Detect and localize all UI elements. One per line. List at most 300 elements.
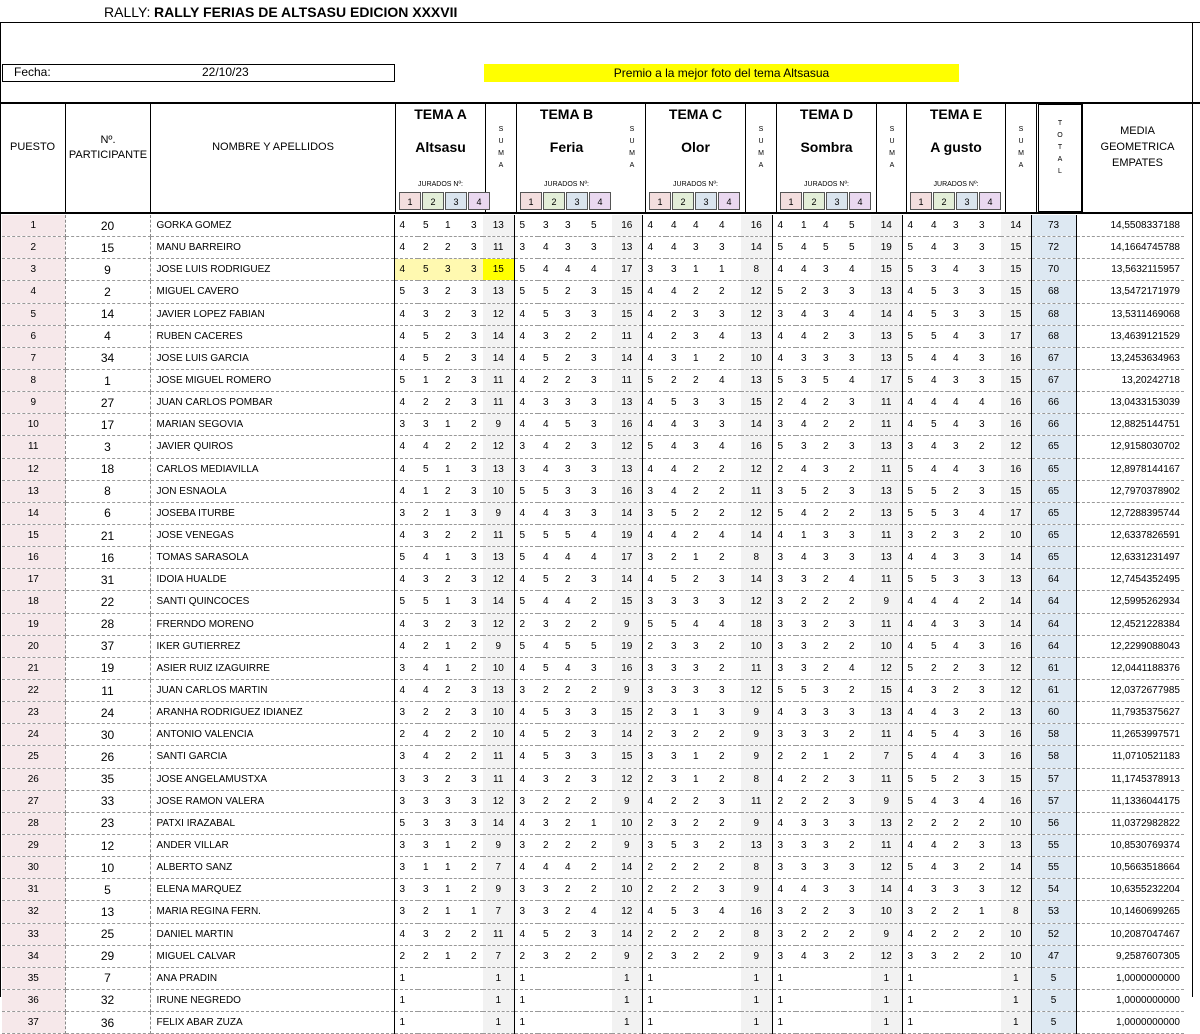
jurado-score-cell[interactable]: 4 [714, 215, 741, 237]
jurado-score-cell[interactable]: 3 [926, 879, 948, 901]
media-cell[interactable]: 12,7288395744 [1076, 502, 1184, 524]
jurado-score-cell[interactable]: 3 [466, 812, 483, 834]
media-cell[interactable]: 1,0000000000 [1076, 967, 1184, 989]
jurado-score-cell[interactable]: 4 [642, 237, 666, 259]
jurado-score-cell[interactable]: 3 [844, 857, 871, 879]
jurado-score-cell[interactable]: 5 [902, 347, 926, 369]
jurado-score-cell[interactable]: 5 [394, 547, 418, 569]
jurado-score-cell[interactable] [714, 989, 741, 1011]
jurado-score-cell[interactable] [818, 967, 844, 989]
jurado-score-cell[interactable]: 3 [772, 414, 796, 436]
jurado-score-cell[interactable]: 4 [926, 458, 948, 480]
jurado-score-cell[interactable]: 1 [440, 879, 466, 901]
jurado-score-cell[interactable]: 3 [586, 237, 612, 259]
total-cell[interactable]: 72 [1031, 237, 1076, 259]
jurado-score-cell[interactable]: 5 [818, 237, 844, 259]
jurado-score-cell[interactable]: 3 [844, 547, 871, 569]
jurado-score-cell[interactable]: 2 [586, 945, 612, 967]
jurado-score-cell[interactable]: 4 [642, 347, 666, 369]
jurado-score-cell[interactable]: 1 [688, 702, 714, 724]
jurado-score-cell[interactable]: 5 [926, 414, 948, 436]
nombre-cell[interactable]: MIGUEL CALVAR [150, 945, 394, 967]
jurado-score-cell[interactable] [844, 967, 871, 989]
jurado-score-cell[interactable]: 2 [688, 281, 714, 303]
jurado-score-cell[interactable]: 5 [902, 746, 926, 768]
jurado-score-cell[interactable]: 3 [818, 834, 844, 856]
jurado-score-cell[interactable]: 2 [714, 812, 741, 834]
jurado-score-cell[interactable]: 5 [902, 502, 926, 524]
jurado-score-cell[interactable]: 1 [440, 591, 466, 613]
suma-cell[interactable]: 15 [1001, 369, 1031, 391]
suma-cell[interactable]: 10 [612, 812, 642, 834]
jurado-score-cell[interactable]: 3 [418, 790, 440, 812]
jurado-score-cell[interactable]: 3 [714, 392, 741, 414]
jurado-score-cell[interactable]: 2 [796, 768, 818, 790]
media-cell[interactable]: 12,0372677985 [1076, 679, 1184, 701]
jurado-score-cell[interactable]: 5 [538, 923, 560, 945]
jurado-score-cell[interactable]: 4 [666, 436, 688, 458]
jurado-score-cell[interactable]: 3 [974, 657, 1001, 679]
puesto-cell[interactable]: 28 [2, 812, 65, 834]
jurado-score-cell[interactable]: 2 [440, 724, 466, 746]
suma-cell[interactable]: 13 [1001, 834, 1031, 856]
jurado-score-cell[interactable]: 2 [666, 857, 688, 879]
jurado-score-cell[interactable]: 5 [926, 303, 948, 325]
jurado-score-cell[interactable]: 3 [514, 237, 538, 259]
suma-cell[interactable]: 1 [1001, 989, 1031, 1011]
total-cell[interactable]: 67 [1031, 369, 1076, 391]
jurado-score-cell[interactable] [926, 1012, 948, 1034]
jurado-score-cell[interactable]: 3 [818, 347, 844, 369]
suma-cell[interactable]: 10 [741, 347, 772, 369]
jurado-score-cell[interactable]: 2 [948, 945, 974, 967]
jurado-score-cell[interactable]: 3 [560, 392, 586, 414]
suma-cell[interactable]: 11 [871, 524, 902, 546]
suma-cell[interactable]: 12 [483, 790, 514, 812]
jurado-score-cell[interactable]: 3 [586, 347, 612, 369]
jurado-score-cell[interactable]: 5 [902, 569, 926, 591]
jurado-score-cell[interactable]: 1 [642, 1012, 666, 1034]
jurado-score-cell[interactable]: 3 [902, 436, 926, 458]
jurado-score-cell[interactable]: 2 [440, 613, 466, 635]
nombre-cell[interactable]: ANA PRADIN [150, 967, 394, 989]
participante-cell[interactable]: 15 [65, 237, 150, 259]
jurado-score-cell[interactable]: 2 [796, 591, 818, 613]
jurado-score-cell[interactable]: 3 [974, 834, 1001, 856]
suma-cell[interactable]: 12 [612, 901, 642, 923]
jurado-score-cell[interactable]: 4 [926, 347, 948, 369]
total-cell[interactable]: 55 [1031, 857, 1076, 879]
jurado-score-cell[interactable]: 5 [772, 281, 796, 303]
jurado-score-cell[interactable]: 3 [418, 303, 440, 325]
jurado-score-cell[interactable]: 3 [418, 834, 440, 856]
jurado-score-cell[interactable]: 5 [796, 480, 818, 502]
jurado-score-cell[interactable]: 3 [394, 414, 418, 436]
jurado-score-cell[interactable]: 4 [394, 215, 418, 237]
jurado-score-cell[interactable]: 3 [586, 281, 612, 303]
jurado-score-cell[interactable]: 2 [466, 635, 483, 657]
total-cell[interactable]: 5 [1031, 989, 1076, 1011]
jurado-score-cell[interactable]: 3 [586, 724, 612, 746]
nombre-cell[interactable]: IDOIA HUALDE [150, 569, 394, 591]
suma-cell[interactable]: 11 [871, 414, 902, 436]
jurado-score-cell[interactable]: 5 [666, 502, 688, 524]
jurado-score-cell[interactable]: 3 [714, 569, 741, 591]
suma-cell[interactable]: 9 [741, 812, 772, 834]
jurado-score-cell[interactable]: 3 [796, 702, 818, 724]
puesto-cell[interactable]: 15 [2, 524, 65, 546]
jurado-score-cell[interactable]: 4 [538, 237, 560, 259]
jurado-score-cell[interactable]: 4 [642, 281, 666, 303]
jurado-score-cell[interactable]: 3 [514, 901, 538, 923]
jurado-score-cell[interactable]: 3 [974, 414, 1001, 436]
media-cell[interactable]: 1,0000000000 [1076, 1012, 1184, 1034]
jurado-score-cell[interactable]: 2 [948, 834, 974, 856]
jurado-score-cell[interactable]: 3 [666, 945, 688, 967]
jurado-score-cell[interactable]: 3 [902, 901, 926, 923]
jurado-score-cell[interactable]: 2 [586, 679, 612, 701]
suma-cell[interactable]: 13 [871, 480, 902, 502]
jurado-score-cell[interactable]: 3 [688, 657, 714, 679]
jurado-score-cell[interactable]: 3 [772, 591, 796, 613]
media-cell[interactable]: 13,4639121529 [1076, 325, 1184, 347]
suma-cell[interactable]: 14 [1001, 215, 1031, 237]
puesto-cell[interactable]: 24 [2, 724, 65, 746]
suma-cell[interactable]: 9 [612, 790, 642, 812]
suma-cell[interactable]: 13 [871, 812, 902, 834]
suma-cell[interactable]: 13 [483, 458, 514, 480]
jurado-score-cell[interactable]: 4 [926, 790, 948, 812]
suma-cell[interactable]: 10 [1001, 812, 1031, 834]
participante-cell[interactable]: 26 [65, 746, 150, 768]
jurado-score-cell[interactable]: 4 [844, 657, 871, 679]
media-cell[interactable]: 10,5663518664 [1076, 857, 1184, 879]
jurado-score-cell[interactable]: 2 [466, 923, 483, 945]
jurado-score-cell[interactable]: 4 [514, 857, 538, 879]
suma-cell[interactable]: 18 [741, 613, 772, 635]
suma-cell[interactable]: 1 [483, 1012, 514, 1034]
jurado-score-cell[interactable]: 2 [440, 237, 466, 259]
jurado-score-cell[interactable]: 1 [688, 768, 714, 790]
suma-cell[interactable]: 15 [1001, 768, 1031, 790]
jurado-score-cell[interactable]: 5 [418, 259, 440, 281]
jurado-score-cell[interactable]: 3 [974, 458, 1001, 480]
jurado-score-cell[interactable]: 3 [948, 303, 974, 325]
puesto-cell[interactable]: 7 [2, 347, 65, 369]
suma-cell[interactable]: 16 [1001, 392, 1031, 414]
jurado-score-cell[interactable]: 2 [772, 790, 796, 812]
total-cell[interactable]: 64 [1031, 635, 1076, 657]
suma-cell[interactable]: 8 [741, 923, 772, 945]
jurado-score-cell[interactable] [974, 967, 1001, 989]
total-cell[interactable]: 47 [1031, 945, 1076, 967]
jurado-score-cell[interactable]: 2 [796, 923, 818, 945]
suma-cell[interactable]: 13 [871, 347, 902, 369]
jurado-score-cell[interactable]: 3 [974, 369, 1001, 391]
jurado-score-cell[interactable]: 2 [642, 768, 666, 790]
jurado-score-cell[interactable]: 3 [974, 259, 1001, 281]
suma-cell[interactable]: 11 [483, 768, 514, 790]
jurado-score-cell[interactable]: 3 [772, 635, 796, 657]
jurado-score-cell[interactable]: 2 [844, 945, 871, 967]
jurado-score-cell[interactable]: 5 [772, 502, 796, 524]
suma-cell[interactable]: 14 [483, 325, 514, 347]
jurado-score-cell[interactable]: 4 [688, 613, 714, 635]
media-cell[interactable]: 14,5508337188 [1076, 215, 1184, 237]
jurado-score-cell[interactable]: 4 [772, 259, 796, 281]
participante-cell[interactable]: 7 [65, 967, 150, 989]
jurado-score-cell[interactable]: 3 [440, 259, 466, 281]
jurado-score-cell[interactable]: 4 [394, 679, 418, 701]
jurado-score-cell[interactable]: 3 [666, 591, 688, 613]
jurado-score-cell[interactable]: 3 [974, 613, 1001, 635]
suma-cell[interactable]: 16 [741, 215, 772, 237]
suma-cell[interactable]: 13 [483, 547, 514, 569]
media-cell[interactable]: 13,5632115957 [1076, 259, 1184, 281]
suma-cell[interactable]: 1 [1001, 1012, 1031, 1034]
jurado-score-cell[interactable]: 3 [586, 369, 612, 391]
jurado-score-cell[interactable]: 4 [418, 436, 440, 458]
puesto-cell[interactable]: 14 [2, 502, 65, 524]
participante-cell[interactable]: 16 [65, 547, 150, 569]
jurado-score-cell[interactable]: 3 [948, 502, 974, 524]
jurado-score-cell[interactable]: 4 [772, 325, 796, 347]
jurado-score-cell[interactable] [560, 989, 586, 1011]
jurado-score-cell[interactable]: 1 [514, 1012, 538, 1034]
jurado-score-cell[interactable]: 2 [974, 812, 1001, 834]
jurado-score-cell[interactable]: 4 [844, 569, 871, 591]
jurado-score-cell[interactable]: 5 [902, 480, 926, 502]
jurado-score-cell[interactable]: 3 [772, 857, 796, 879]
total-cell[interactable]: 53 [1031, 901, 1076, 923]
jurado-score-cell[interactable]: 4 [714, 436, 741, 458]
puesto-cell[interactable]: 25 [2, 746, 65, 768]
suma-cell[interactable]: 11 [612, 369, 642, 391]
jurado-score-cell[interactable]: 2 [714, 347, 741, 369]
suma-cell[interactable]: 16 [1001, 635, 1031, 657]
jurado-score-cell[interactable]: 2 [666, 547, 688, 569]
jurado-score-cell[interactable]: 3 [772, 569, 796, 591]
total-cell[interactable]: 65 [1031, 502, 1076, 524]
jurado-score-cell[interactable]: 2 [466, 436, 483, 458]
jurado-score-cell[interactable]: 4 [394, 303, 418, 325]
jurado-score-cell[interactable]: 4 [948, 458, 974, 480]
jurado-score-cell[interactable]: 2 [818, 768, 844, 790]
jurado-score-cell[interactable]: 4 [926, 547, 948, 569]
participante-cell[interactable]: 28 [65, 613, 150, 635]
jurado-score-cell[interactable]: 5 [772, 436, 796, 458]
jurado-score-cell[interactable]: 4 [772, 768, 796, 790]
jurado-score-cell[interactable]: 3 [948, 237, 974, 259]
jurado-score-cell[interactable]: 5 [394, 591, 418, 613]
jurado-score-cell[interactable] [948, 967, 974, 989]
media-cell[interactable]: 11,1745378913 [1076, 768, 1184, 790]
suma-cell[interactable]: 10 [483, 480, 514, 502]
suma-cell[interactable]: 10 [483, 724, 514, 746]
puesto-cell[interactable]: 31 [2, 879, 65, 901]
puesto-cell[interactable]: 5 [2, 303, 65, 325]
jurado-score-cell[interactable]: 3 [538, 392, 560, 414]
jurado-score-cell[interactable] [666, 1012, 688, 1034]
participante-cell[interactable]: 10 [65, 857, 150, 879]
suma-cell[interactable]: 12 [1001, 679, 1031, 701]
jurado-score-cell[interactable]: 3 [586, 303, 612, 325]
jurado-score-cell[interactable]: 3 [974, 325, 1001, 347]
jurado-score-cell[interactable]: 3 [560, 215, 586, 237]
jurado-score-cell[interactable] [466, 967, 483, 989]
jurado-score-cell[interactable]: 4 [394, 480, 418, 502]
jurado-score-cell[interactable]: 1 [440, 901, 466, 923]
suma-cell[interactable]: 13 [483, 679, 514, 701]
jurado-score-cell[interactable] [974, 989, 1001, 1011]
jurado-score-cell[interactable]: 2 [688, 945, 714, 967]
suma-cell[interactable]: 17 [1001, 502, 1031, 524]
jurado-score-cell[interactable]: 2 [466, 746, 483, 768]
jurado-score-cell[interactable]: 2 [586, 834, 612, 856]
jurado-score-cell[interactable]: 2 [974, 591, 1001, 613]
suma-cell[interactable]: 13 [741, 834, 772, 856]
media-cell[interactable]: 9,2587607305 [1076, 945, 1184, 967]
jurado-score-cell[interactable]: 4 [948, 591, 974, 613]
jurado-score-cell[interactable]: 2 [440, 746, 466, 768]
nombre-cell[interactable]: JOSE LUIS GARCIA [150, 347, 394, 369]
jurado-score-cell[interactable]: 2 [818, 502, 844, 524]
jurado-score-cell[interactable]: 3 [974, 281, 1001, 303]
jurado-score-cell[interactable]: 3 [418, 812, 440, 834]
jurado-score-cell[interactable]: 3 [796, 834, 818, 856]
jurado-score-cell[interactable]: 3 [514, 679, 538, 701]
jurado-score-cell[interactable]: 3 [796, 812, 818, 834]
jurado-score-cell[interactable]: 3 [688, 679, 714, 701]
jurado-score-cell[interactable]: 3 [974, 303, 1001, 325]
nombre-cell[interactable]: DANIEL MARTIN [150, 923, 394, 945]
jurado-score-cell[interactable] [586, 989, 612, 1011]
suma-cell[interactable]: 8 [741, 768, 772, 790]
jurado-score-cell[interactable]: 2 [714, 746, 741, 768]
jurado-score-cell[interactable]: 3 [818, 724, 844, 746]
jurado-score-cell[interactable]: 2 [642, 635, 666, 657]
jurado-score-cell[interactable]: 5 [514, 480, 538, 502]
jurado-score-cell[interactable]: 3 [466, 702, 483, 724]
jurado-score-cell[interactable]: 3 [418, 414, 440, 436]
suma-cell[interactable]: 14 [612, 923, 642, 945]
jurado-score-cell[interactable]: 5 [514, 524, 538, 546]
jurado-score-cell[interactable]: 4 [926, 746, 948, 768]
suma-cell[interactable]: 15 [612, 746, 642, 768]
jurado-score-cell[interactable]: 5 [514, 281, 538, 303]
jurado-score-cell[interactable]: 3 [688, 834, 714, 856]
puesto-cell[interactable]: 37 [2, 1012, 65, 1034]
jurado-score-cell[interactable]: 2 [418, 702, 440, 724]
suma-cell[interactable]: 12 [612, 436, 642, 458]
jurado-score-cell[interactable]: 4 [666, 237, 688, 259]
jurado-score-cell[interactable]: 2 [974, 923, 1001, 945]
suma-cell[interactable]: 19 [612, 635, 642, 657]
jurado-score-cell[interactable]: 2 [538, 679, 560, 701]
jurado-score-cell[interactable]: 5 [666, 834, 688, 856]
jurado-score-cell[interactable]: 3 [394, 857, 418, 879]
media-cell[interactable]: 12,7970378902 [1076, 480, 1184, 502]
jurado-score-cell[interactable]: 3 [948, 547, 974, 569]
jurado-score-cell[interactable]: 5 [538, 702, 560, 724]
suma-cell[interactable]: 9 [741, 702, 772, 724]
total-cell[interactable]: 65 [1031, 436, 1076, 458]
jurado-score-cell[interactable]: 3 [926, 945, 948, 967]
jurado-score-cell[interactable]: 3 [642, 591, 666, 613]
suma-cell[interactable]: 11 [483, 923, 514, 945]
jurado-score-cell[interactable]: 2 [714, 724, 741, 746]
jurado-score-cell[interactable]: 4 [974, 790, 1001, 812]
suma-cell[interactable]: 9 [741, 945, 772, 967]
suma-cell[interactable]: 15 [612, 591, 642, 613]
jurado-score-cell[interactable]: 5 [538, 281, 560, 303]
jurado-score-cell[interactable]: 3 [714, 879, 741, 901]
jurado-score-cell[interactable]: 2 [586, 591, 612, 613]
suma-cell[interactable]: 12 [741, 303, 772, 325]
suma-cell[interactable]: 12 [1001, 436, 1031, 458]
suma-cell[interactable]: 14 [612, 724, 642, 746]
jurado-score-cell[interactable]: 2 [440, 369, 466, 391]
jurado-score-cell[interactable]: 3 [688, 635, 714, 657]
suma-cell[interactable]: 13 [741, 369, 772, 391]
jurado-score-cell[interactable] [688, 1012, 714, 1034]
puesto-cell[interactable]: 36 [2, 989, 65, 1011]
jurado-score-cell[interactable]: 2 [560, 790, 586, 812]
total-cell[interactable]: 61 [1031, 679, 1076, 701]
jurado-score-cell[interactable]: 3 [772, 901, 796, 923]
jurado-score-cell[interactable] [796, 967, 818, 989]
suma-cell[interactable]: 7 [871, 746, 902, 768]
suma-cell[interactable]: 12 [741, 281, 772, 303]
jurado-score-cell[interactable]: 2 [974, 702, 1001, 724]
puesto-cell[interactable]: 17 [2, 569, 65, 591]
jurado-score-cell[interactable]: 4 [796, 237, 818, 259]
jurado-score-cell[interactable]: 2 [418, 502, 440, 524]
jurado-score-cell[interactable]: 3 [818, 945, 844, 967]
jurado-score-cell[interactable]: 3 [772, 834, 796, 856]
jurado-score-cell[interactable]: 2 [818, 923, 844, 945]
jurado-score-cell[interactable]: 5 [418, 325, 440, 347]
suma-cell[interactable]: 16 [1001, 458, 1031, 480]
puesto-cell[interactable]: 30 [2, 857, 65, 879]
jurado-score-cell[interactable]: 2 [948, 679, 974, 701]
jurado-score-cell[interactable]: 3 [666, 259, 688, 281]
total-cell[interactable]: 58 [1031, 746, 1076, 768]
jurado-score-cell[interactable]: 3 [796, 613, 818, 635]
jurado-score-cell[interactable]: 4 [796, 325, 818, 347]
jurado-score-cell[interactable]: 3 [538, 945, 560, 967]
jurado-score-cell[interactable]: 2 [772, 458, 796, 480]
jurado-score-cell[interactable] [714, 1012, 741, 1034]
suma-cell[interactable]: 13 [741, 325, 772, 347]
jurado-score-cell[interactable]: 3 [514, 834, 538, 856]
jurado-score-cell[interactable]: 3 [642, 547, 666, 569]
jurado-score-cell[interactable] [560, 967, 586, 989]
jurado-score-cell[interactable]: 2 [440, 436, 466, 458]
nombre-cell[interactable]: TOMAS SARASOLA [150, 547, 394, 569]
jurado-score-cell[interactable]: 3 [642, 746, 666, 768]
jurado-score-cell[interactable]: 3 [844, 790, 871, 812]
jurado-score-cell[interactable]: 4 [538, 547, 560, 569]
jurado-score-cell[interactable]: 3 [466, 547, 483, 569]
jurado-score-cell[interactable]: 2 [560, 901, 586, 923]
nombre-cell[interactable]: IRUNE NEGREDO [150, 989, 394, 1011]
jurado-score-cell[interactable]: 3 [974, 635, 1001, 657]
participante-cell[interactable]: 18 [65, 458, 150, 480]
jurado-score-cell[interactable]: 2 [688, 458, 714, 480]
jurado-score-cell[interactable]: 4 [926, 702, 948, 724]
jurado-score-cell[interactable]: 3 [538, 325, 560, 347]
